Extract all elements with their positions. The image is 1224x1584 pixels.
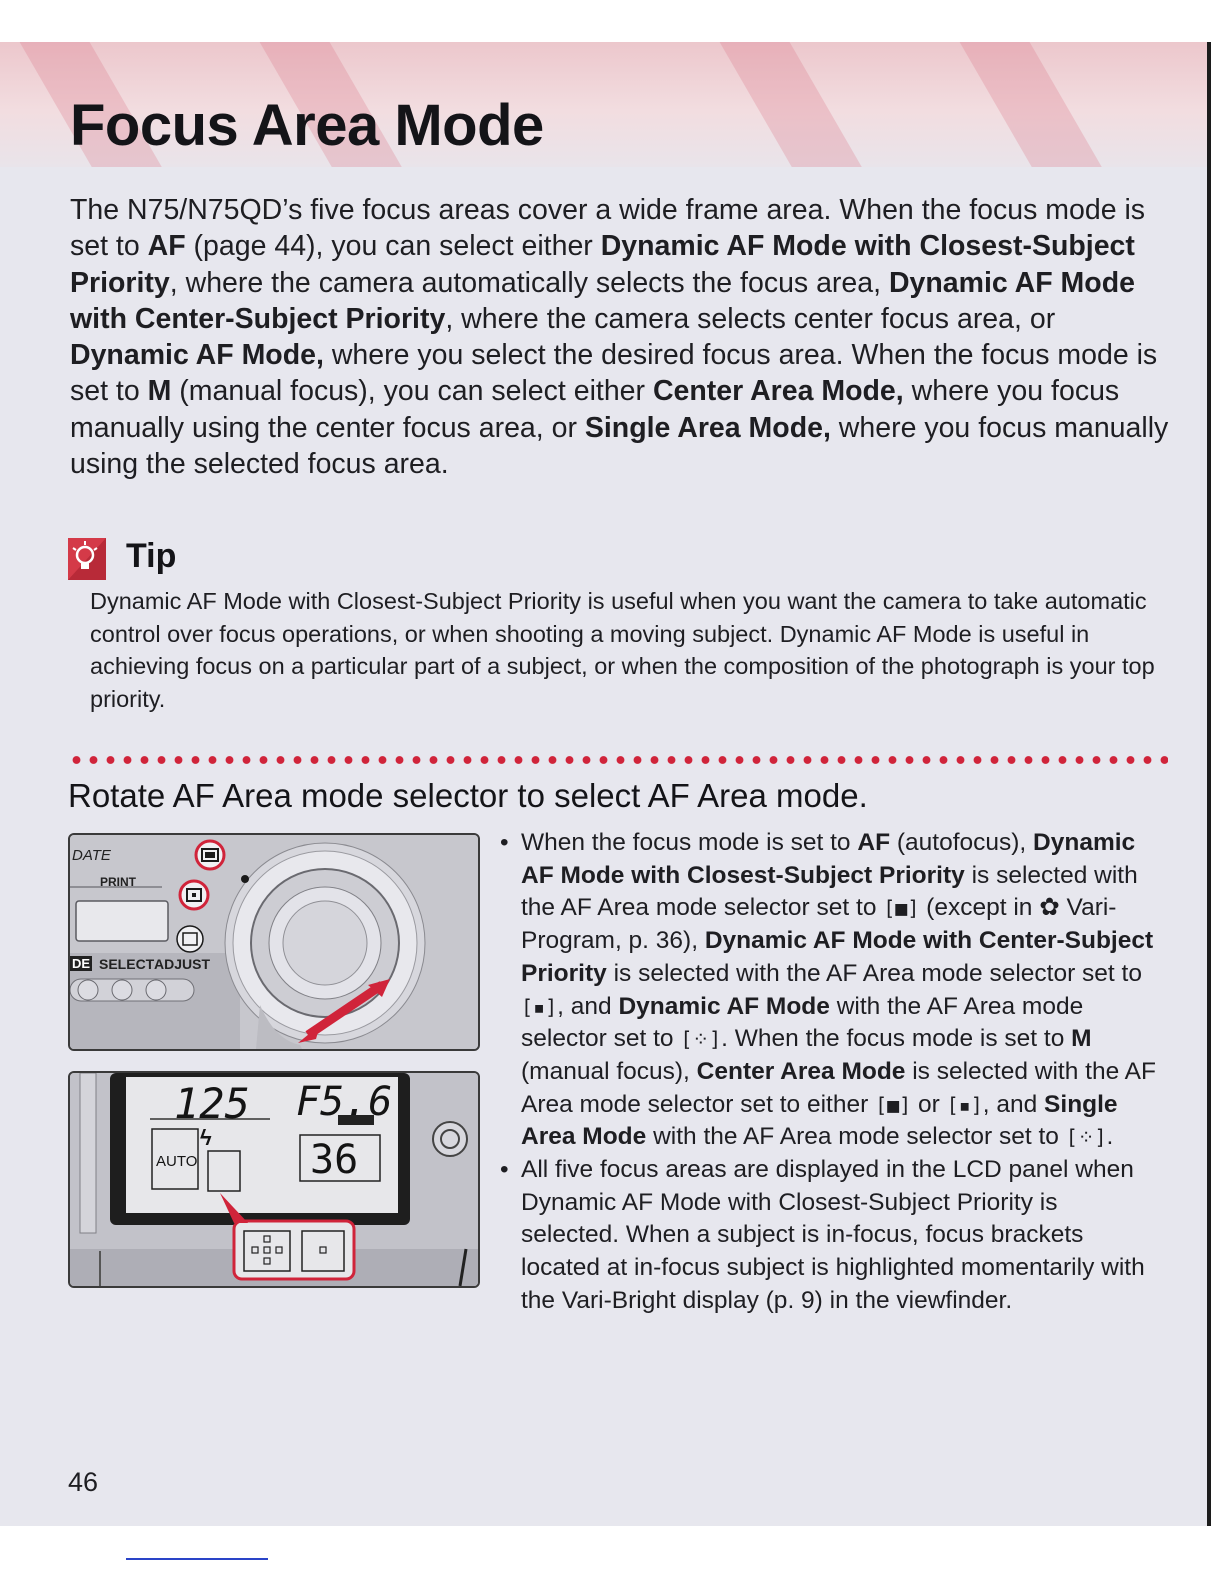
wide-area-icon: [■] xyxy=(883,896,920,921)
adjust-label: ADJUST xyxy=(154,956,211,972)
lcd-panel-figure xyxy=(68,1071,480,1288)
single-area-icon: [▪] xyxy=(946,1092,983,1117)
dynamic-area-icon: [⁘] xyxy=(680,1027,722,1052)
list-item: • All five focus areas are displayed in the LCD panel when Dynamic AF Mode with Closest-Subject Priority is selected. When a subject is in-focus, focus brackets located at in-focus subject is highlighted momentarily with the Vari-Bright display (p. 9) in the viewfinder. xyxy=(500,1154,1160,1318)
select-label: SELECT xyxy=(99,956,155,972)
page-edge xyxy=(1207,42,1211,1526)
step-heading: Rotate AF Area mode selector to select AF Area mode. xyxy=(68,777,868,814)
manual-page xyxy=(0,42,1207,1526)
page-number: 46 xyxy=(68,1467,99,1497)
close-up-icon: ✿ xyxy=(1039,894,1060,922)
intro-paragraph: The N75/N75QD’s five focus areas cover a wide frame area. When the focus mode is set to AF (page 44), you can select either Dynamic AF Mode with Closest-Subject Priority, where the camera automatically selects the focus area, Dynamic AF Mode with Center-Subject Priority, where the camera selects center focus area, or Dynamic AF Mode, where you select the desired focus area. When the focus mode is set to M (manual focus), you can select either Center Area Mode, where you focus manually using the center focus area, or Single Area Mode, where you focus manually using the selected focus area. xyxy=(70,194,1169,481)
lcd-aperture: F5.6 xyxy=(296,1079,393,1125)
wide-area-icon: [■] xyxy=(875,1092,912,1117)
date-label: DATE xyxy=(72,847,111,864)
footer-line xyxy=(126,1558,268,1560)
instructions-list xyxy=(500,827,1160,1318)
af-area-selector-figure xyxy=(68,833,480,1051)
tip-title: Tip xyxy=(126,537,177,575)
page-title: Focus Area Mode xyxy=(70,93,544,158)
tip-body: Dynamic AF Mode with Closest-Subject Priority is useful when you want the camera to take automatic control over focus operations, or when shooting a moving subject. Dynamic AF Mode is useful in achieving focus on a particular part of a subject, or when the composition of the photograph is your top priority. xyxy=(90,588,1155,712)
lcd-frame-counter: 36 xyxy=(310,1137,359,1183)
single-area-icon: [▪] xyxy=(521,994,558,1019)
lcd-shutter-speed: 125 xyxy=(174,1079,250,1128)
flash-icon: ϟ xyxy=(200,1125,212,1150)
print-label: PRINT xyxy=(100,875,136,889)
de-label: DE xyxy=(72,956,91,971)
dynamic-area-icon: [⁘] xyxy=(1065,1125,1107,1150)
dotted-divider xyxy=(68,755,1168,765)
lcd-auto-label: AUTO xyxy=(156,1153,198,1170)
lightbulb-icon xyxy=(68,538,106,580)
list-item: • When the focus mode is set to AF (autofocus), Dynamic AF Mode with Closest-Subject Priority is selected with the AF Area mode selector set to [■] (except in ✿ Vari-Program, p. 36), Dynamic AF Mode with Center-Subject Priority is selected with the AF Area mode selector set to [▪], and Dynamic AF Mode with the AF Area mode selector set to [⁘]. When the focus mode is set to M (manual focus), Center Area Mode is selected with the AF Area mode selector set to either [■] or [▪], and Single Area Mode with the AF Area mode selector set to [⁘]. xyxy=(500,827,1160,1154)
